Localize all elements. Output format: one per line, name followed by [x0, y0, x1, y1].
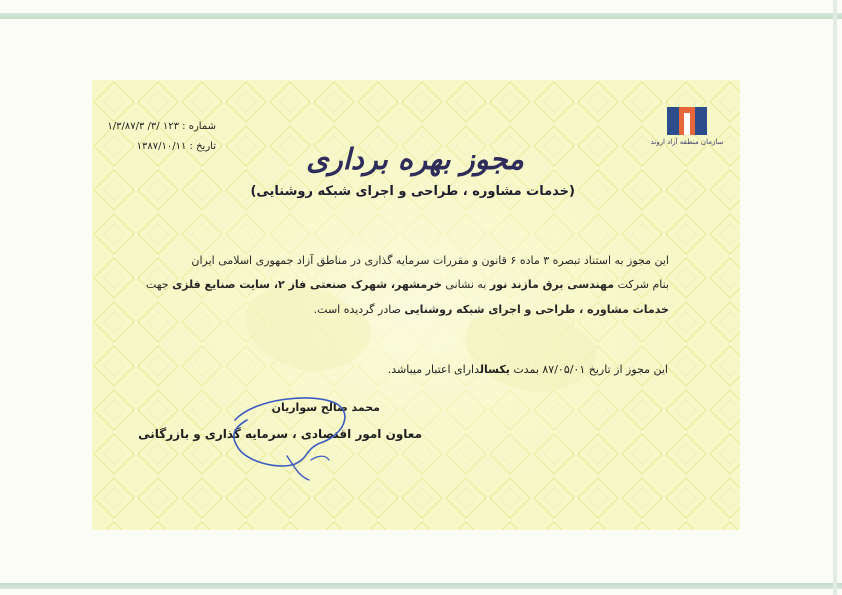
address-prefix: به نشانی — [445, 278, 487, 291]
licensed-services: خدمات مشاوره ، طراحی و اجرای شبکه روشنایی — [404, 303, 669, 316]
issuance-text: صادر گردیده است. — [313, 303, 401, 316]
right-border-stripe — [833, 0, 837, 595]
company-name: مهندسی برق مازند نور — [489, 278, 615, 291]
organization-logo — [667, 105, 707, 137]
body-line-1: این مجوز به استناد تبصره ۳ ماده ۶ قانون و مقررات سرمایه گذاری در مناطق آزاد جمهوری اسلامی ایران — [191, 254, 669, 267]
body-line-3 — [314, 303, 669, 316]
purpose-prefix: جهت — [145, 278, 169, 291]
bottom-border-stripe — [0, 583, 842, 589]
letter-number: شماره : ۱۲۳ /۳/ ۱/۳/۸۷/۳ — [107, 121, 216, 132]
certificate-title: مجوز بهره برداری — [306, 142, 524, 176]
company-address: خرمشهر، شهرک صنعتی فاز ۲، سایت صنایع فلزی — [172, 278, 442, 291]
top-border-stripe — [0, 13, 842, 19]
company-prefix: بنام شرکت — [617, 278, 669, 291]
validity-duration: یکسال — [479, 363, 510, 376]
validity-suffix: دارای اعتبار میباشد. — [387, 363, 480, 376]
certificate-subtitle: (خدمات مشاوره ، طراحی و اجرای شبکه روشنایی) — [250, 184, 575, 199]
signatory-name: محمد صالح سواریان — [271, 401, 380, 414]
letter-date: تاریخ : ۱۳۸۷/۱۰/۱۱ — [136, 141, 216, 152]
signatory-title: معاون امور اقتصادی ، سرمایه گذاری و بازرگانی — [138, 427, 422, 441]
validity-statement — [388, 363, 668, 376]
organization-name: سازمان منطقه آزاد اروند — [650, 138, 724, 146]
handwritten-signature — [225, 390, 360, 485]
validity-prefix: این مجوز از تاریخ ۸۷/۰۵/۰۱ بمدت — [513, 363, 668, 376]
body-line-2 — [146, 278, 669, 291]
